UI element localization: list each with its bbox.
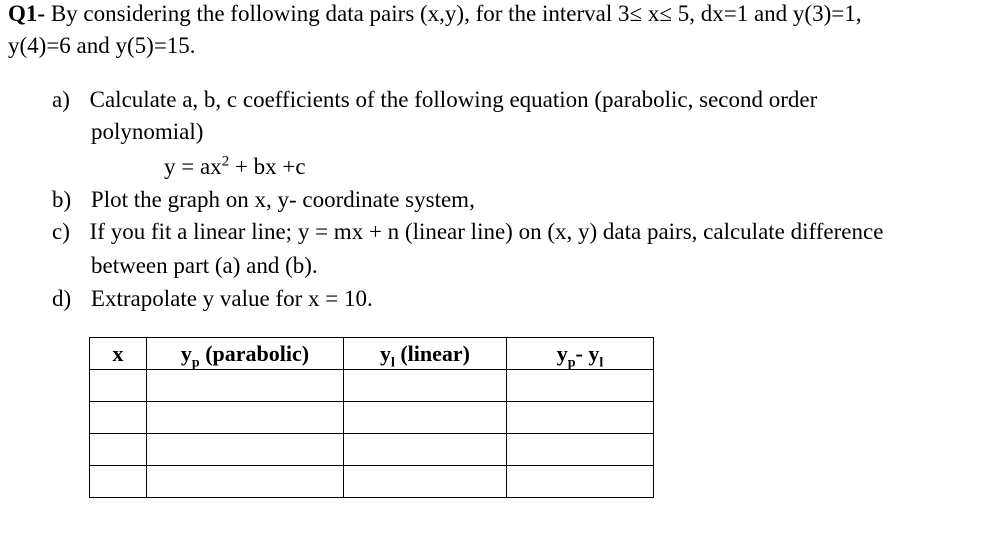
question-line-1 (8, 0, 861, 28)
header-y-parabolic: $y_p$ (parabolic) (147, 338, 344, 370)
question-label: Q1- (8, 1, 46, 26)
part-d-marker: d) (52, 286, 72, 311)
table-cell[interactable] (344, 402, 507, 434)
table-cell[interactable] (507, 370, 654, 402)
table-cell[interactable] (90, 402, 147, 434)
part-c-text: If you fit a linear line; y = mx + n (linear line) on (x, y) data pairs, calculate difference (89, 219, 884, 244)
table-row (90, 402, 654, 434)
table-cell[interactable] (507, 434, 654, 466)
table-cell[interactable] (90, 370, 147, 402)
table-cell[interactable] (147, 370, 344, 402)
equation-pre: y = ax (164, 154, 222, 179)
equation (164, 153, 306, 181)
equation-exponent: 2 (221, 153, 230, 170)
part-b (52, 186, 475, 214)
table-cell[interactable] (507, 466, 654, 498)
table-cell[interactable] (344, 466, 507, 498)
part-a-text-2: polynomial) (91, 119, 204, 144)
table-cell[interactable] (344, 434, 507, 466)
part-b-marker: b) (52, 187, 72, 212)
table-cell[interactable] (90, 466, 147, 498)
equation-post: + bx +c (229, 154, 306, 179)
part-c (52, 218, 883, 246)
table-cell[interactable] (147, 434, 344, 466)
part-b-text: Plot the graph on x, y- coordinate system, (90, 187, 475, 212)
part-a-text: Calculate a, b, c coefficients of the following equation (parabolic, second order (89, 87, 818, 112)
table-header-row (90, 338, 654, 370)
table-cell[interactable] (147, 466, 344, 498)
header-x: x (90, 338, 147, 370)
header-difference: $y_p-$ $y_l$ (507, 338, 654, 370)
table-cell[interactable] (147, 402, 344, 434)
part-d (52, 285, 373, 313)
table-cell[interactable] (507, 402, 654, 434)
table-cell[interactable] (90, 434, 147, 466)
part-a (52, 86, 817, 114)
table-row (90, 370, 654, 402)
answer-table (89, 337, 654, 498)
table-row (90, 466, 654, 498)
question-line-2: y(4)=6 and y(5)=15. (8, 33, 196, 58)
table-row (90, 434, 654, 466)
question-text-1: By considering the following data pairs (x,y), for the interval 3≤ x≤ 5, dx=1 and y(3)=1, (50, 1, 862, 26)
table-cell[interactable] (344, 370, 507, 402)
part-c-marker: c) (52, 219, 70, 244)
part-a-marker: a) (52, 87, 70, 112)
part-d-text: Extrapolate y value for x = 10. (90, 286, 373, 311)
header-y-linear: $y_l$ (linear) (344, 338, 507, 370)
part-c-text-2: between part (a) and (b). (91, 253, 318, 278)
